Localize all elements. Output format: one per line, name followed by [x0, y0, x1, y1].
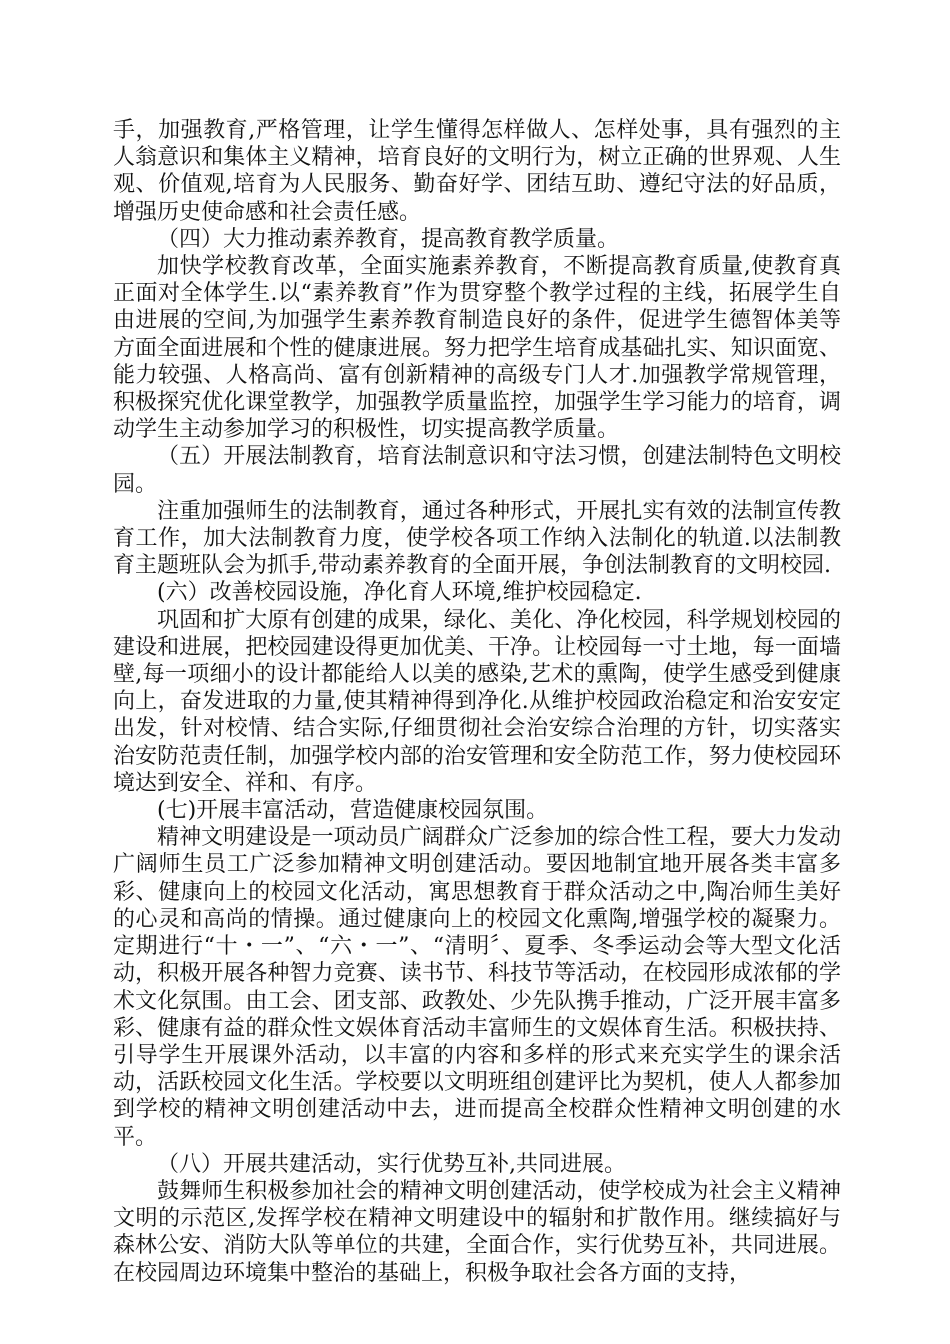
paragraph-section-4: 加快学校教育改革，全面实施素养教育，不断提高教育质量,使教育真正面对全体学生.以“素养教育”作为贯穿整个教学过程的主线，拓展学生自由进展的空间,为加强学生素养教育制造良好的条件，促进学生德智体美等方面全面进展和个性的健康进展。努力把学生培育成基础扎实、知识面宽、能力较强、人格高尚、富有创新精神的高级专门人才.加强教学常规管理，积极探究优化课堂教学，加强教学质量监控，加强学生学习能力的培育，调动学生主动参加学习的积极性，切实提高教学质量。: [113, 254, 841, 443]
paragraph-section-6: 巩固和扩大原有创建的成果，绿化、美化、净化校园，科学规划校园的建设和进展，把校园建设得更加优美、干净。让校园每一寸土地，每一面墙壁,每一项细小的设计都能给人以美的感染,艺术的熏陶，使学生感受到健康向上，奋发进取的力量,使其精神得到净化.从维护校园政治稳定和治安安定出发，针对校情、结合实际,仔细贯彻社会治安综合治理的方针，切实落实治安防范责任制，加强学校内部的治安管理和安全防范工作，努力使校园环境达到安全、祥和、有序。: [113, 607, 841, 796]
paragraph-section-8: 鼓舞师生积极参加社会的精神文明创建活动，使学校成为社会主义精神文明的示范区,发挥学校在精神文明建设中的辐射和扩散作用。继续搞好与森林公安、消防大队等单位的共建，全面合作，实行优势互补，共同进展。在校园周边环境集中整治的基础上，积极争取社会各方面的支持，: [113, 1178, 841, 1286]
section-heading-8: （八）开展共建活动，实行优势互补,共同进展。: [157, 1151, 626, 1177]
paragraph-section-7: 精神文明建设是一项动员广阔群众广泛参加的综合性工程，要大力发动广阔师生员工广泛参加精神文明创建活动。要因地制宜地开展各类丰富多彩、健康向上的校园文化活动，寓思想教育于群众活动之中,陶冶师生美好的心灵和高尚的情操。通过健康向上的校园文化熏陶,增强学校的凝聚力。定期进行“十・一”、“六・一”、“清明〞、夏季、冬季运动会等大型文化活动，积极开展各种智力竞赛、读书节、科技节等活动，在校园形成浓郁的学术文化氛围。由工会、团支部、政教处、少先队携手推动，广泛开展丰富多彩、健康有益的群众性文娱体育活动丰富师生的文娱体育生活。积极扶持、引导学生开展课外活动，以丰富的内容和多样的形式来充实学生的课余活动，活跃校园文化生活。学校要以文明班组创建评比为契机，使人人都参加到学校的精神文明创建活动中去，进而提高全校群众性精神文明创建的水平。: [113, 825, 841, 1150]
section-heading-5: （五）开展法制教育，培育法制意识和守法习惯，创建法制特色文明校园。: [113, 444, 841, 497]
section-heading-7: (七)开展丰富活动，营造健康校园氛围。: [157, 798, 549, 824]
document-page: [113, 117, 841, 1287]
paragraph-continuation: 手，加强教育,严格管理，让学生懂得怎样做人、怎样处事，具有强烈的主人翁意识和集体主义精神，培育良好的文明行为，树立正确的世界观、人生观、价值观,培育为人民服务、勤奋好学、团结互助、遵纪守法的好品质，增强历史使命感和社会责任感。: [113, 118, 841, 225]
section-heading-6: (六）改善校园设施，净化育人环境,维护校园稳定.: [157, 580, 642, 606]
section-heading-4: （四）大力推动素养教育，提高教育教学质量。: [157, 226, 620, 252]
paragraph-section-5: 注重加强师生的法制教育，通过各种形式，开展扎实有效的法制宣传教育工作，加大法制教育力度，使学校各项工作纳入法制化的轨道.以法制教育主题班队会为抓手,带动素养教育的全面开展，争创法制教育的文明校园.: [113, 498, 841, 579]
